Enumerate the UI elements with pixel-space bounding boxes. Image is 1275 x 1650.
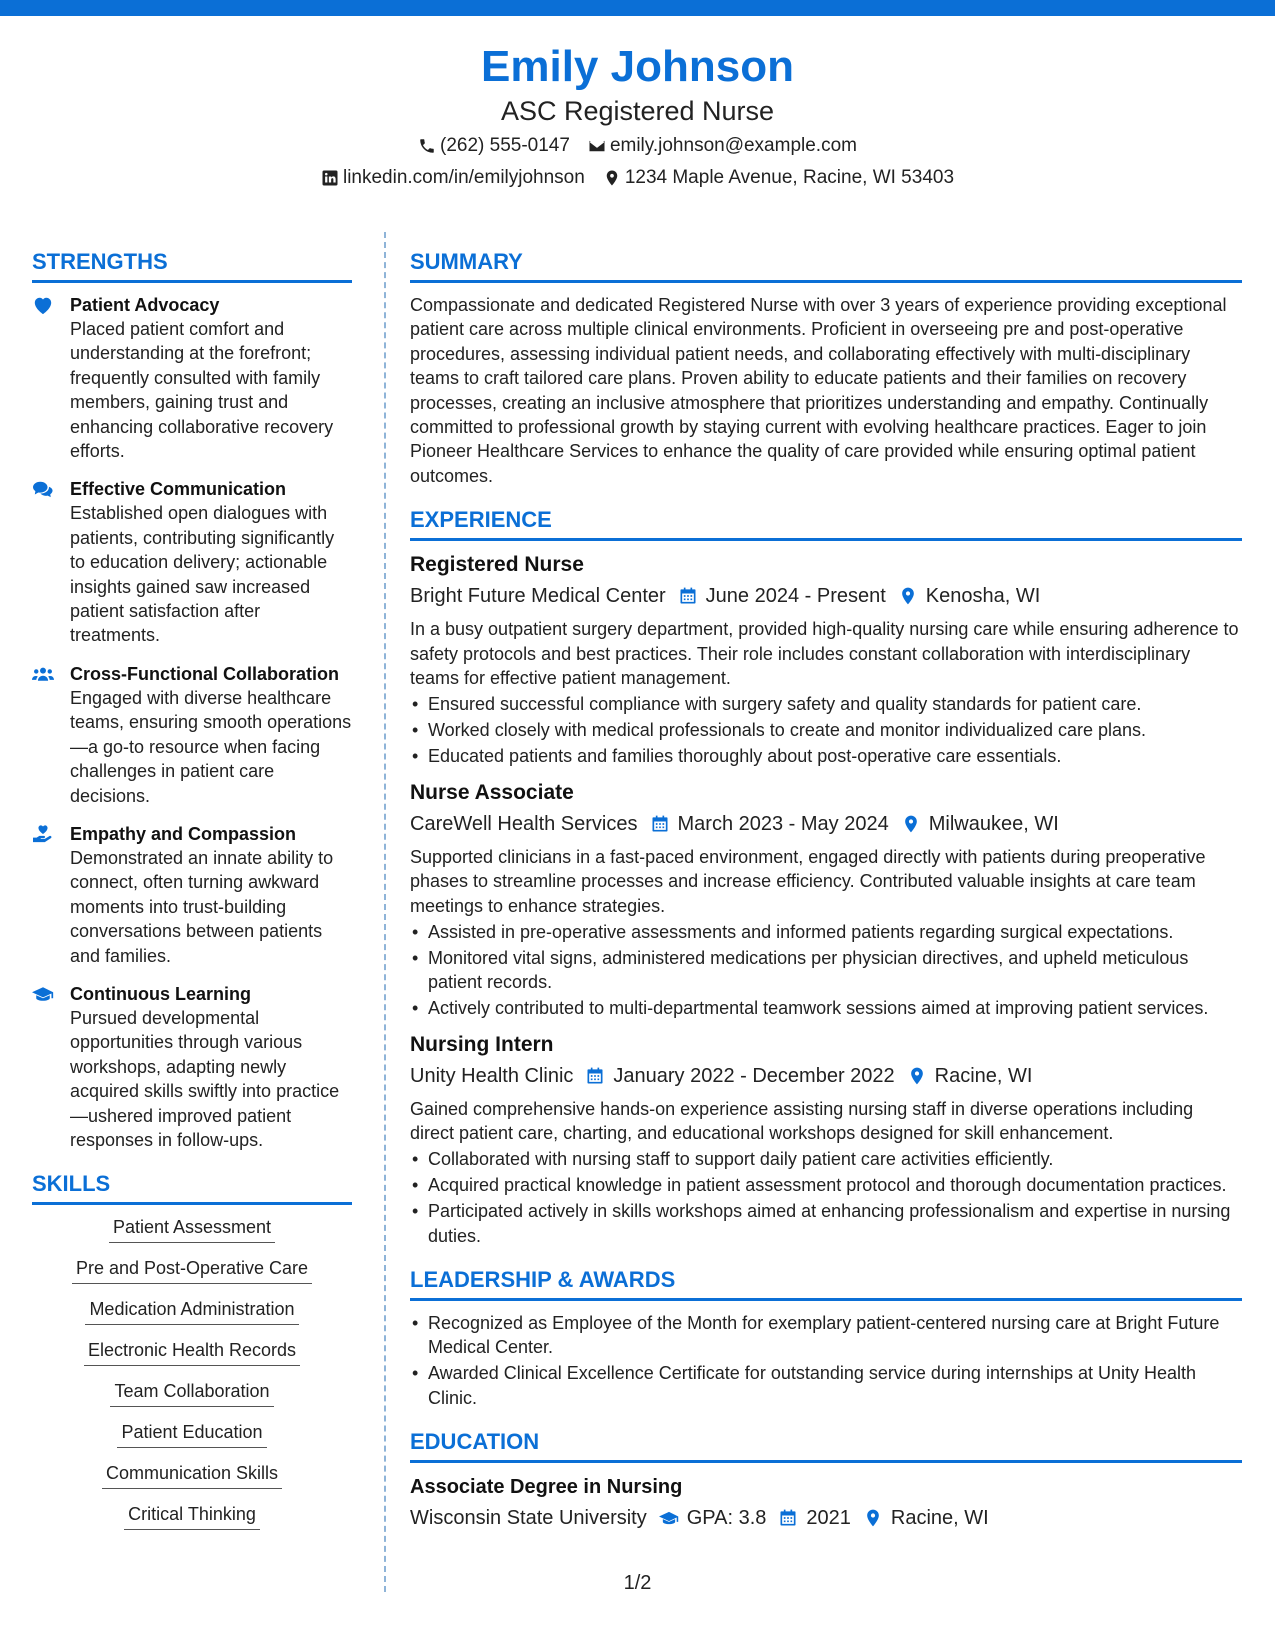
strength-title: Cross-Functional Collaboration (70, 663, 340, 684)
job-entry (410, 1031, 1242, 1248)
bullet-item: • Ensured successful compliance with surgery safety and quality standards for patient care. (410, 692, 1242, 716)
job-location-wrap (907, 1061, 1033, 1091)
summary-title: SUMMARY (410, 248, 1242, 283)
bullet-item: • Recognized as Employee of the Month for exemplary patient-centered nursing care at Bright Future Medical Center. (410, 1311, 1242, 1360)
map-pin-icon (603, 169, 621, 187)
heart-icon (32, 295, 54, 315)
envelope-icon (588, 137, 606, 155)
job-dates-wrap (585, 1061, 894, 1091)
candidate-name: Emily Johnson (481, 42, 794, 91)
job-meta (410, 1061, 1242, 1091)
column-divider (384, 232, 386, 1592)
leadership-bullets (410, 1311, 1242, 1410)
graduation-cap-icon (32, 984, 54, 1004)
job-dates-wrap (678, 581, 886, 611)
education-title: EDUCATION (410, 1428, 1242, 1463)
bullet-item: • Collaborated with nursing staff to support daily patient care activities efficiently. (410, 1147, 1242, 1171)
calendar-icon (650, 814, 670, 834)
skill-tag: Patient Education (117, 1420, 266, 1448)
linkedin-text: linkedin.com/in/emilyjohnson (342, 167, 585, 188)
left-column (32, 248, 352, 1548)
job-entry (410, 551, 1242, 768)
gpa-wrap (659, 1503, 767, 1533)
skill-tag: Electronic Health Records (84, 1338, 300, 1366)
gpa-text: GPA: 3.8 (686, 1507, 767, 1530)
strength-desc: Engaged with diverse healthcare teams, ensuring smooth operations—a go-to resource when facing challenges in patient care decisions. (70, 687, 352, 806)
strength-item (32, 293, 352, 463)
strengths-title: STRENGTHS (32, 248, 352, 283)
strength-desc: Established open dialogues with patients, contributing significantly to education delivery; actionable insights gained saw increased patient satisfaction after treatments. (70, 503, 335, 646)
job-desc: In a busy outpatient surgery department, provided high-quality nursing care while ensuring adherence to safety protocols and best practices. Their role includes constant collaboration with interdisciplinary teams for effective patient management. (410, 619, 1239, 689)
strength-item (32, 982, 352, 1152)
edu-location: Racine, WI (890, 1507, 989, 1530)
phone-icon (418, 137, 436, 155)
job-bullets (410, 1147, 1242, 1248)
job-company: Unity Health Clinic (410, 1064, 574, 1087)
summary-text: Compassionate and dedicated Registered Nurse with over 3 years of experience providing exceptional patient care across multiple clinical environments. Proficient in overseeing pre and post-operative procedures, assessing individual patient needs, and collaborating effectively with multi-disciplinary teams to craft tailored care plans. Proven ability to educate patients and their families on recovery processes, creating an inclusive atmosphere that prioritizes understanding and empathy. Continually committed to professional growth by staying current with evolving healthcare practices. Eager to join Pioneer Healthcare Services to enhance the quality of care provided while ensuring optimal patient outcomes. (410, 295, 1227, 486)
leadership-section (410, 1266, 1242, 1410)
job-entry (410, 779, 1242, 1021)
experience-title: EXPERIENCE (410, 506, 1242, 541)
bullet-item: • Worked closely with medical professionals to create and monitor individualized care plans. (410, 718, 1242, 742)
strength-title: Effective Communication (70, 479, 287, 500)
skills-title: SKILLS (32, 1170, 352, 1205)
job-location: Racine, WI (934, 1064, 1033, 1087)
contact-row-2 (0, 164, 1275, 192)
skills-section (32, 1170, 352, 1530)
job-location-wrap (901, 809, 1059, 839)
job-bullets (410, 920, 1242, 1021)
leadership-title: LEADERSHIP & AWARDS (410, 1266, 1242, 1301)
bullet-item: • Actively contributed to multi-departmental teamwork sessions aimed at improving patient services. (410, 996, 1242, 1020)
bullet-item: • Educated patients and families thoroughly about post-operative care essentials. (410, 744, 1242, 768)
job-title: Nursing Intern (410, 1032, 554, 1056)
phone-text: (262) 555-0147 (440, 135, 570, 156)
phone-item (418, 132, 570, 160)
strength-title: Continuous Learning (70, 983, 251, 1004)
job-title: Registered Nurse (410, 553, 584, 577)
contact-row-1 (0, 132, 1275, 160)
job-location: Milwaukee, WI (928, 812, 1059, 835)
calendar-icon (585, 1066, 605, 1086)
skill-tag: Pre and Post-Operative Care (72, 1256, 312, 1284)
email-text: emily.johnson@example.com (609, 135, 857, 156)
top-accent-bar (0, 0, 1275, 16)
experience-section (410, 506, 1242, 1248)
job-bullets (410, 692, 1242, 768)
strengths-section (32, 248, 352, 1152)
job-company: Bright Future Medical Center (410, 585, 666, 608)
summary-section (410, 248, 1242, 488)
resume-header (0, 40, 1275, 192)
edu-year: 2021 (806, 1507, 851, 1530)
email-item[interactable] (588, 132, 857, 160)
strength-item (32, 477, 352, 647)
job-dates: June 2024 - Present (705, 585, 886, 608)
school-name: Wisconsin State University (410, 1507, 647, 1530)
strength-desc: Demonstrated an innate ability to connect, often turning awkward moments into trust-building conversations between patients and families. (70, 847, 334, 966)
skill-tag: Critical Thinking (124, 1502, 260, 1530)
map-pin-icon (907, 1066, 927, 1086)
job-location-wrap (898, 581, 1041, 611)
job-meta (410, 581, 1242, 611)
map-pin-icon (898, 586, 918, 606)
job-desc: Supported clinicians in a fast-paced environment, engaged directly with patients during preoperative phases to streamline processes and increase efficiency. Contributed valuable insights at care team meetings to enhance strategies. (410, 846, 1206, 916)
bullet-item: • Awarded Clinical Excellence Certificate for outstanding service during internships at Unity Health Clinic. (410, 1361, 1242, 1410)
skill-tag: Medication Administration (85, 1297, 298, 1325)
strength-title: Patient Advocacy (70, 295, 220, 315)
strength-title: Empathy and Compassion (70, 823, 297, 844)
edu-location-wrap (863, 1503, 989, 1533)
strength-desc: Pursued developmental opportunities through various workshops, adapting newly acquired skills swiftly into practice—ushered improved patient responses in follow-ups. (70, 1007, 340, 1150)
skill-tag: Team Collaboration (110, 1379, 273, 1407)
right-column (410, 248, 1242, 1551)
bullet-item: • Participated actively in skills workshops aimed at enhancing professionalism and expertise in nursing duties. (410, 1199, 1242, 1248)
skills-list (32, 1215, 352, 1530)
linkedin-item[interactable] (321, 164, 585, 192)
bullet-item: • Assisted in pre-operative assessments and informed patients regarding surgical expectations. (410, 920, 1242, 944)
chat-icon (32, 479, 54, 499)
job-company: CareWell Health Services (410, 812, 638, 835)
job-title: Nurse Associate (410, 780, 574, 804)
edu-year-wrap (778, 1503, 851, 1533)
job-desc: Gained comprehensive hands-on experience assisting nursing staff in diverse operations including direct patient care, charting, and educational workshops designed for skill enhancement. (410, 1098, 1194, 1143)
candidate-role: ASC Registered Nurse (500, 96, 775, 126)
address-item (603, 164, 954, 192)
strength-item (32, 662, 352, 808)
job-dates: January 2022 - December 2022 (613, 1064, 895, 1087)
degree-title: Associate Degree in Nursing (410, 1476, 683, 1499)
address-text: 1234 Maple Avenue, Racine, WI 53403 (624, 167, 955, 188)
calendar-icon (778, 1508, 798, 1528)
calendar-icon (678, 586, 698, 606)
map-pin-icon (863, 1508, 883, 1528)
skill-tag: Communication Skills (102, 1461, 282, 1489)
strength-item (32, 822, 352, 968)
graduation-cap-icon (659, 1508, 679, 1528)
skill-tag: Patient Assessment (109, 1215, 275, 1243)
linkedin-icon (321, 169, 339, 187)
job-meta (410, 809, 1242, 839)
education-section (410, 1428, 1242, 1533)
bullet-item: • Acquired practical knowledge in patient assessment protocol and thorough documentation practices. (410, 1173, 1242, 1197)
job-dates: March 2023 - May 2024 (677, 812, 889, 835)
strength-desc: Placed patient comfort and understanding at the forefront; frequently consulted with family members, gaining trust and enhancing collaborative recovery efforts. (70, 319, 334, 462)
job-dates-wrap (650, 809, 889, 839)
bullet-item: • Monitored vital signs, administered medications per physician directives, and upheld meticulous patient records. (410, 946, 1242, 995)
hand-holding-heart-icon (32, 824, 54, 844)
map-pin-icon (901, 814, 921, 834)
job-location: Kenosha, WI (925, 585, 1041, 608)
education-meta (410, 1503, 1242, 1533)
users-icon (32, 664, 54, 684)
page-number: 1/2 (623, 1572, 652, 1594)
